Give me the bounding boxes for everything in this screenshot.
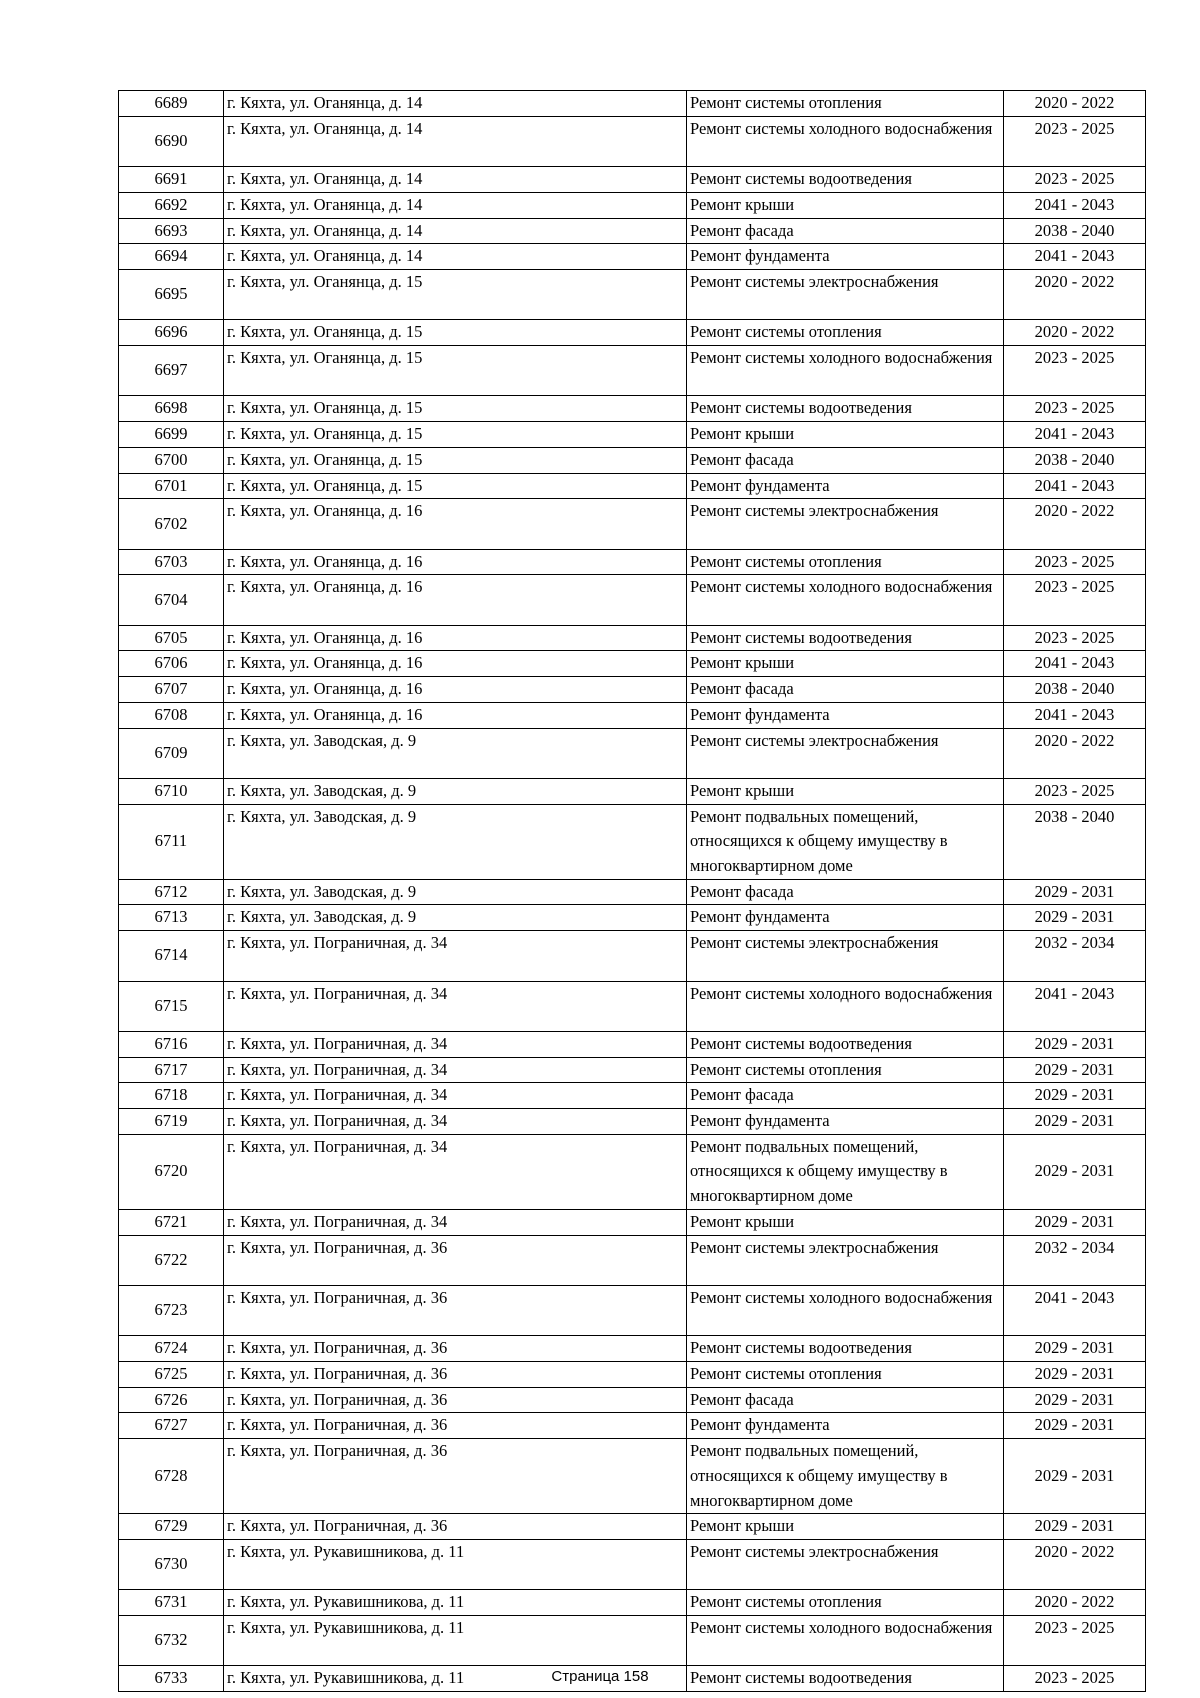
work-type-cell: Ремонт системы электроснабжения [687,269,1004,319]
address-cell: г. Кяхта, ул. Оганянца, д. 15 [224,447,687,473]
work-type-cell: Ремонт системы отопления [687,549,1004,575]
work-type-cell: Ремонт крыши [687,651,1004,677]
row-number-cell: 6702 [119,499,224,549]
work-type-cell: Ремонт системы холодного водоснабжения [687,575,1004,625]
row-number-cell: 6721 [119,1209,224,1235]
period-cell: 2023 - 2025 [1004,1666,1146,1692]
period-cell: 2032 - 2034 [1004,931,1146,981]
row-number-cell: 6693 [119,218,224,244]
table-row [119,1336,1146,1362]
period-cell: 2020 - 2022 [1004,499,1146,549]
period-cell: 2041 - 2043 [1004,192,1146,218]
period-cell: 2023 - 2025 [1004,778,1146,804]
table-row [119,1235,1146,1285]
address-cell: г. Кяхта, ул. Оганянца, д. 14 [224,91,687,117]
row-number-cell: 6711 [119,804,224,879]
row-number-cell: 6699 [119,422,224,448]
table-row [119,879,1146,905]
period-cell: 2029 - 2031 [1004,879,1146,905]
address-cell: г. Кяхта, ул. Пограничная, д. 34 [224,981,687,1031]
address-cell: г. Кяхта, ул. Рукавишникова, д. 11 [224,1539,687,1589]
period-cell: 2020 - 2022 [1004,269,1146,319]
table-row [119,447,1146,473]
address-cell: г. Кяхта, ул. Оганянца, д. 15 [224,346,687,396]
period-cell: 2041 - 2043 [1004,473,1146,499]
period-cell: 2041 - 2043 [1004,1285,1146,1335]
work-type-cell: Ремонт фундамента [687,473,1004,499]
work-type-cell: Ремонт подвальных помещений, относящихся к общему имуществу в многоквартирном доме [687,1439,1004,1514]
row-number-cell: 6731 [119,1590,224,1616]
work-type-cell: Ремонт подвальных помещений, относящихся к общему имуществу в многоквартирном доме [687,804,1004,879]
address-cell: г. Кяхта, ул. Оганянца, д. 16 [224,549,687,575]
row-number-cell: 6694 [119,244,224,270]
work-type-cell: Ремонт фасада [687,1083,1004,1109]
work-type-cell: Ремонт системы отопления [687,91,1004,117]
work-type-cell: Ремонт крыши [687,1209,1004,1235]
address-cell: г. Кяхта, ул. Пограничная, д. 36 [224,1439,687,1514]
row-number-cell: 6700 [119,447,224,473]
work-type-cell: Ремонт крыши [687,192,1004,218]
table-row [119,1134,1146,1209]
period-cell: 2023 - 2025 [1004,116,1146,166]
row-number-cell: 6704 [119,575,224,625]
address-cell: г. Кяхта, ул. Оганянца, д. 16 [224,499,687,549]
period-cell: 2041 - 2043 [1004,651,1146,677]
work-type-cell: Ремонт системы отопления [687,1590,1004,1616]
period-cell: 2029 - 2031 [1004,1134,1146,1209]
address-cell: г. Кяхта, ул. Оганянца, д. 14 [224,244,687,270]
period-cell: 2029 - 2031 [1004,1514,1146,1540]
work-type-cell: Ремонт фасада [687,677,1004,703]
table-row [119,192,1146,218]
work-type-cell: Ремонт фасада [687,218,1004,244]
table-row [119,244,1146,270]
address-cell: г. Кяхта, ул. Пограничная, д. 34 [224,1083,687,1109]
address-cell: г. Кяхта, ул. Рукавишникова, д. 11 [224,1616,687,1666]
table-row [119,1590,1146,1616]
work-type-cell: Ремонт системы отопления [687,1362,1004,1388]
table-row [119,1539,1146,1589]
address-cell: г. Кяхта, ул. Пограничная, д. 34 [224,1057,687,1083]
work-type-cell: Ремонт системы холодного водоснабжения [687,1616,1004,1666]
work-type-cell: Ремонт подвальных помещений, относящихся к общему имуществу в многоквартирном доме [687,1134,1004,1209]
address-cell: г. Кяхта, ул. Оганянца, д. 15 [224,320,687,346]
period-cell: 2029 - 2031 [1004,1336,1146,1362]
address-cell: г. Кяхта, ул. Оганянца, д. 16 [224,575,687,625]
row-number-cell: 6701 [119,473,224,499]
table-row [119,702,1146,728]
period-cell: 2020 - 2022 [1004,1590,1146,1616]
work-type-cell: Ремонт крыши [687,422,1004,448]
period-cell: 2029 - 2031 [1004,1387,1146,1413]
table-row [119,320,1146,346]
address-cell: г. Кяхта, ул. Пограничная, д. 36 [224,1387,687,1413]
row-number-cell: 6706 [119,651,224,677]
table-row [119,931,1146,981]
address-cell: г. Кяхта, ул. Оганянца, д. 16 [224,651,687,677]
address-cell: г. Кяхта, ул. Пограничная, д. 36 [224,1235,687,1285]
work-type-cell: Ремонт системы отопления [687,320,1004,346]
period-cell: 2023 - 2025 [1004,549,1146,575]
table-row [119,677,1146,703]
table-row [119,473,1146,499]
work-type-cell: Ремонт фундамента [687,905,1004,931]
row-number-cell: 6708 [119,702,224,728]
row-number-cell: 6696 [119,320,224,346]
period-cell: 2020 - 2022 [1004,1539,1146,1589]
row-number-cell: 6697 [119,346,224,396]
table-row [119,728,1146,778]
period-cell: 2023 - 2025 [1004,396,1146,422]
period-cell: 2029 - 2031 [1004,905,1146,931]
period-cell: 2029 - 2031 [1004,1439,1146,1514]
table-row [119,396,1146,422]
row-number-cell: 6692 [119,192,224,218]
period-cell: 2023 - 2025 [1004,1616,1146,1666]
period-cell: 2032 - 2034 [1004,1235,1146,1285]
period-cell: 2029 - 2031 [1004,1109,1146,1135]
row-number-cell: 6733 [119,1666,224,1692]
work-type-cell: Ремонт системы холодного водоснабжения [687,981,1004,1031]
address-cell: г. Кяхта, ул. Заводская, д. 9 [224,804,687,879]
work-type-cell: Ремонт фасада [687,879,1004,905]
row-number-cell: 6717 [119,1057,224,1083]
work-type-cell: Ремонт фасада [687,447,1004,473]
table-row [119,269,1146,319]
period-cell: 2029 - 2031 [1004,1413,1146,1439]
work-type-cell: Ремонт системы холодного водоснабжения [687,116,1004,166]
period-cell: 2041 - 2043 [1004,244,1146,270]
row-number-cell: 6690 [119,116,224,166]
row-number-cell: 6716 [119,1031,224,1057]
work-type-cell: Ремонт системы электроснабжения [687,931,1004,981]
address-cell: г. Кяхта, ул. Оганянца, д. 14 [224,167,687,193]
table-row [119,499,1146,549]
row-number-cell: 6720 [119,1134,224,1209]
address-cell: г. Кяхта, ул. Оганянца, д. 14 [224,192,687,218]
table-row [119,1362,1146,1388]
table-row [119,1439,1146,1514]
work-type-cell: Ремонт системы электроснабжения [687,1235,1004,1285]
row-number-cell: 6710 [119,778,224,804]
table-row [119,1057,1146,1083]
work-type-cell: Ремонт фундамента [687,244,1004,270]
row-number-cell: 6715 [119,981,224,1031]
row-number-cell: 6730 [119,1539,224,1589]
work-type-cell: Ремонт системы электроснабжения [687,499,1004,549]
table-row [119,116,1146,166]
row-number-cell: 6703 [119,549,224,575]
work-type-cell: Ремонт системы холодного водоснабжения [687,346,1004,396]
period-cell: 2020 - 2022 [1004,728,1146,778]
table-row [119,218,1146,244]
repair-schedule-table [118,90,1146,1692]
address-cell: г. Кяхта, ул. Пограничная, д. 34 [224,1031,687,1057]
work-type-cell: Ремонт фундамента [687,1109,1004,1135]
period-cell: 2029 - 2031 [1004,1362,1146,1388]
period-cell: 2023 - 2025 [1004,346,1146,396]
address-cell: г. Кяхта, ул. Оганянца, д. 15 [224,422,687,448]
table-row [119,346,1146,396]
address-cell: г. Кяхта, ул. Пограничная, д. 36 [224,1336,687,1362]
work-type-cell: Ремонт фасада [687,1387,1004,1413]
table-row [119,167,1146,193]
address-cell: г. Кяхта, ул. Пограничная, д. 34 [224,931,687,981]
row-number-cell: 6709 [119,728,224,778]
row-number-cell: 6732 [119,1616,224,1666]
work-type-cell: Ремонт системы холодного водоснабжения [687,1285,1004,1335]
table-row [119,905,1146,931]
table-body [119,91,1146,1692]
period-cell: 2029 - 2031 [1004,1083,1146,1109]
table-row [119,549,1146,575]
period-cell: 2038 - 2040 [1004,804,1146,879]
table-row [119,1387,1146,1413]
work-type-cell: Ремонт крыши [687,1514,1004,1540]
work-type-cell: Ремонт системы водоотведения [687,1336,1004,1362]
table-row [119,625,1146,651]
period-cell: 2029 - 2031 [1004,1031,1146,1057]
address-cell: г. Кяхта, ул. Заводская, д. 9 [224,778,687,804]
address-cell: г. Кяхта, ул. Рукавишникова, д. 11 [224,1590,687,1616]
page-number: Страница 158 [551,1668,649,1685]
period-cell: 2023 - 2025 [1004,625,1146,651]
period-cell: 2023 - 2025 [1004,167,1146,193]
row-number-cell: 6713 [119,905,224,931]
address-cell: г. Кяхта, ул. Оганянца, д. 14 [224,218,687,244]
table-row [119,1413,1146,1439]
period-cell: 2041 - 2043 [1004,422,1146,448]
work-type-cell: Ремонт фундамента [687,1413,1004,1439]
table-row [119,1031,1146,1057]
row-number-cell: 6723 [119,1285,224,1335]
row-number-cell: 6712 [119,879,224,905]
address-cell: г. Кяхта, ул. Заводская, д. 9 [224,728,687,778]
address-cell: г. Кяхта, ул. Оганянца, д. 14 [224,116,687,166]
row-number-cell: 6726 [119,1387,224,1413]
table-row [119,1083,1146,1109]
table-row [119,981,1146,1031]
work-type-cell: Ремонт системы электроснабжения [687,1539,1004,1589]
period-cell: 2041 - 2043 [1004,702,1146,728]
work-type-cell: Ремонт крыши [687,778,1004,804]
table-row [119,1616,1146,1666]
address-cell: г. Кяхта, ул. Рукавишникова, д. 11 [224,1666,687,1692]
work-type-cell: Ремонт системы электроснабжения [687,728,1004,778]
table-row [119,91,1146,117]
address-cell: г. Кяхта, ул. Оганянца, д. 16 [224,702,687,728]
table-row [119,422,1146,448]
table-row [119,778,1146,804]
row-number-cell: 6695 [119,269,224,319]
document-page [118,90,1145,1692]
table-row [119,1514,1146,1540]
period-cell: 2041 - 2043 [1004,981,1146,1031]
table-row [119,1285,1146,1335]
address-cell: г. Кяхта, ул. Оганянца, д. 16 [224,677,687,703]
row-number-cell: 6691 [119,167,224,193]
address-cell: г. Кяхта, ул. Оганянца, д. 16 [224,625,687,651]
address-cell: г. Кяхта, ул. Пограничная, д. 34 [224,1134,687,1209]
work-type-cell: Ремонт системы водоотведения [687,396,1004,422]
address-cell: г. Кяхта, ул. Оганянца, д. 15 [224,473,687,499]
period-cell: 2038 - 2040 [1004,218,1146,244]
work-type-cell: Ремонт системы водоотведения [687,625,1004,651]
table-row [119,651,1146,677]
address-cell: г. Кяхта, ул. Пограничная, д. 36 [224,1413,687,1439]
period-cell: 2029 - 2031 [1004,1209,1146,1235]
row-number-cell: 6722 [119,1235,224,1285]
work-type-cell: Ремонт системы водоотведения [687,1666,1004,1692]
table-row [119,575,1146,625]
period-cell: 2029 - 2031 [1004,1057,1146,1083]
period-cell: 2038 - 2040 [1004,677,1146,703]
row-number-cell: 6725 [119,1362,224,1388]
period-cell: 2020 - 2022 [1004,320,1146,346]
work-type-cell: Ремонт системы водоотведения [687,167,1004,193]
address-cell: г. Кяхта, ул. Пограничная, д. 36 [224,1514,687,1540]
row-number-cell: 6719 [119,1109,224,1135]
table-row [119,1109,1146,1135]
address-cell: г. Кяхта, ул. Пограничная, д. 34 [224,1209,687,1235]
table-row [119,804,1146,879]
row-number-cell: 6718 [119,1083,224,1109]
table-row [119,1209,1146,1235]
period-cell: 2023 - 2025 [1004,575,1146,625]
period-cell: 2020 - 2022 [1004,91,1146,117]
address-cell: г. Кяхта, ул. Оганянца, д. 15 [224,396,687,422]
address-cell: г. Кяхта, ул. Заводская, д. 9 [224,905,687,931]
address-cell: г. Кяхта, ул. Пограничная, д. 36 [224,1362,687,1388]
work-type-cell: Ремонт фундамента [687,702,1004,728]
row-number-cell: 6689 [119,91,224,117]
row-number-cell: 6714 [119,931,224,981]
address-cell: г. Кяхта, ул. Заводская, д. 9 [224,879,687,905]
row-number-cell: 6698 [119,396,224,422]
row-number-cell: 6727 [119,1413,224,1439]
address-cell: г. Кяхта, ул. Оганянца, д. 15 [224,269,687,319]
work-type-cell: Ремонт системы водоотведения [687,1031,1004,1057]
row-number-cell: 6724 [119,1336,224,1362]
period-cell: 2038 - 2040 [1004,447,1146,473]
row-number-cell: 6728 [119,1439,224,1514]
row-number-cell: 6707 [119,677,224,703]
row-number-cell: 6705 [119,625,224,651]
row-number-cell: 6729 [119,1514,224,1540]
work-type-cell: Ремонт системы отопления [687,1057,1004,1083]
address-cell: г. Кяхта, ул. Пограничная, д. 34 [224,1109,687,1135]
address-cell: г. Кяхта, ул. Пограничная, д. 36 [224,1285,687,1335]
